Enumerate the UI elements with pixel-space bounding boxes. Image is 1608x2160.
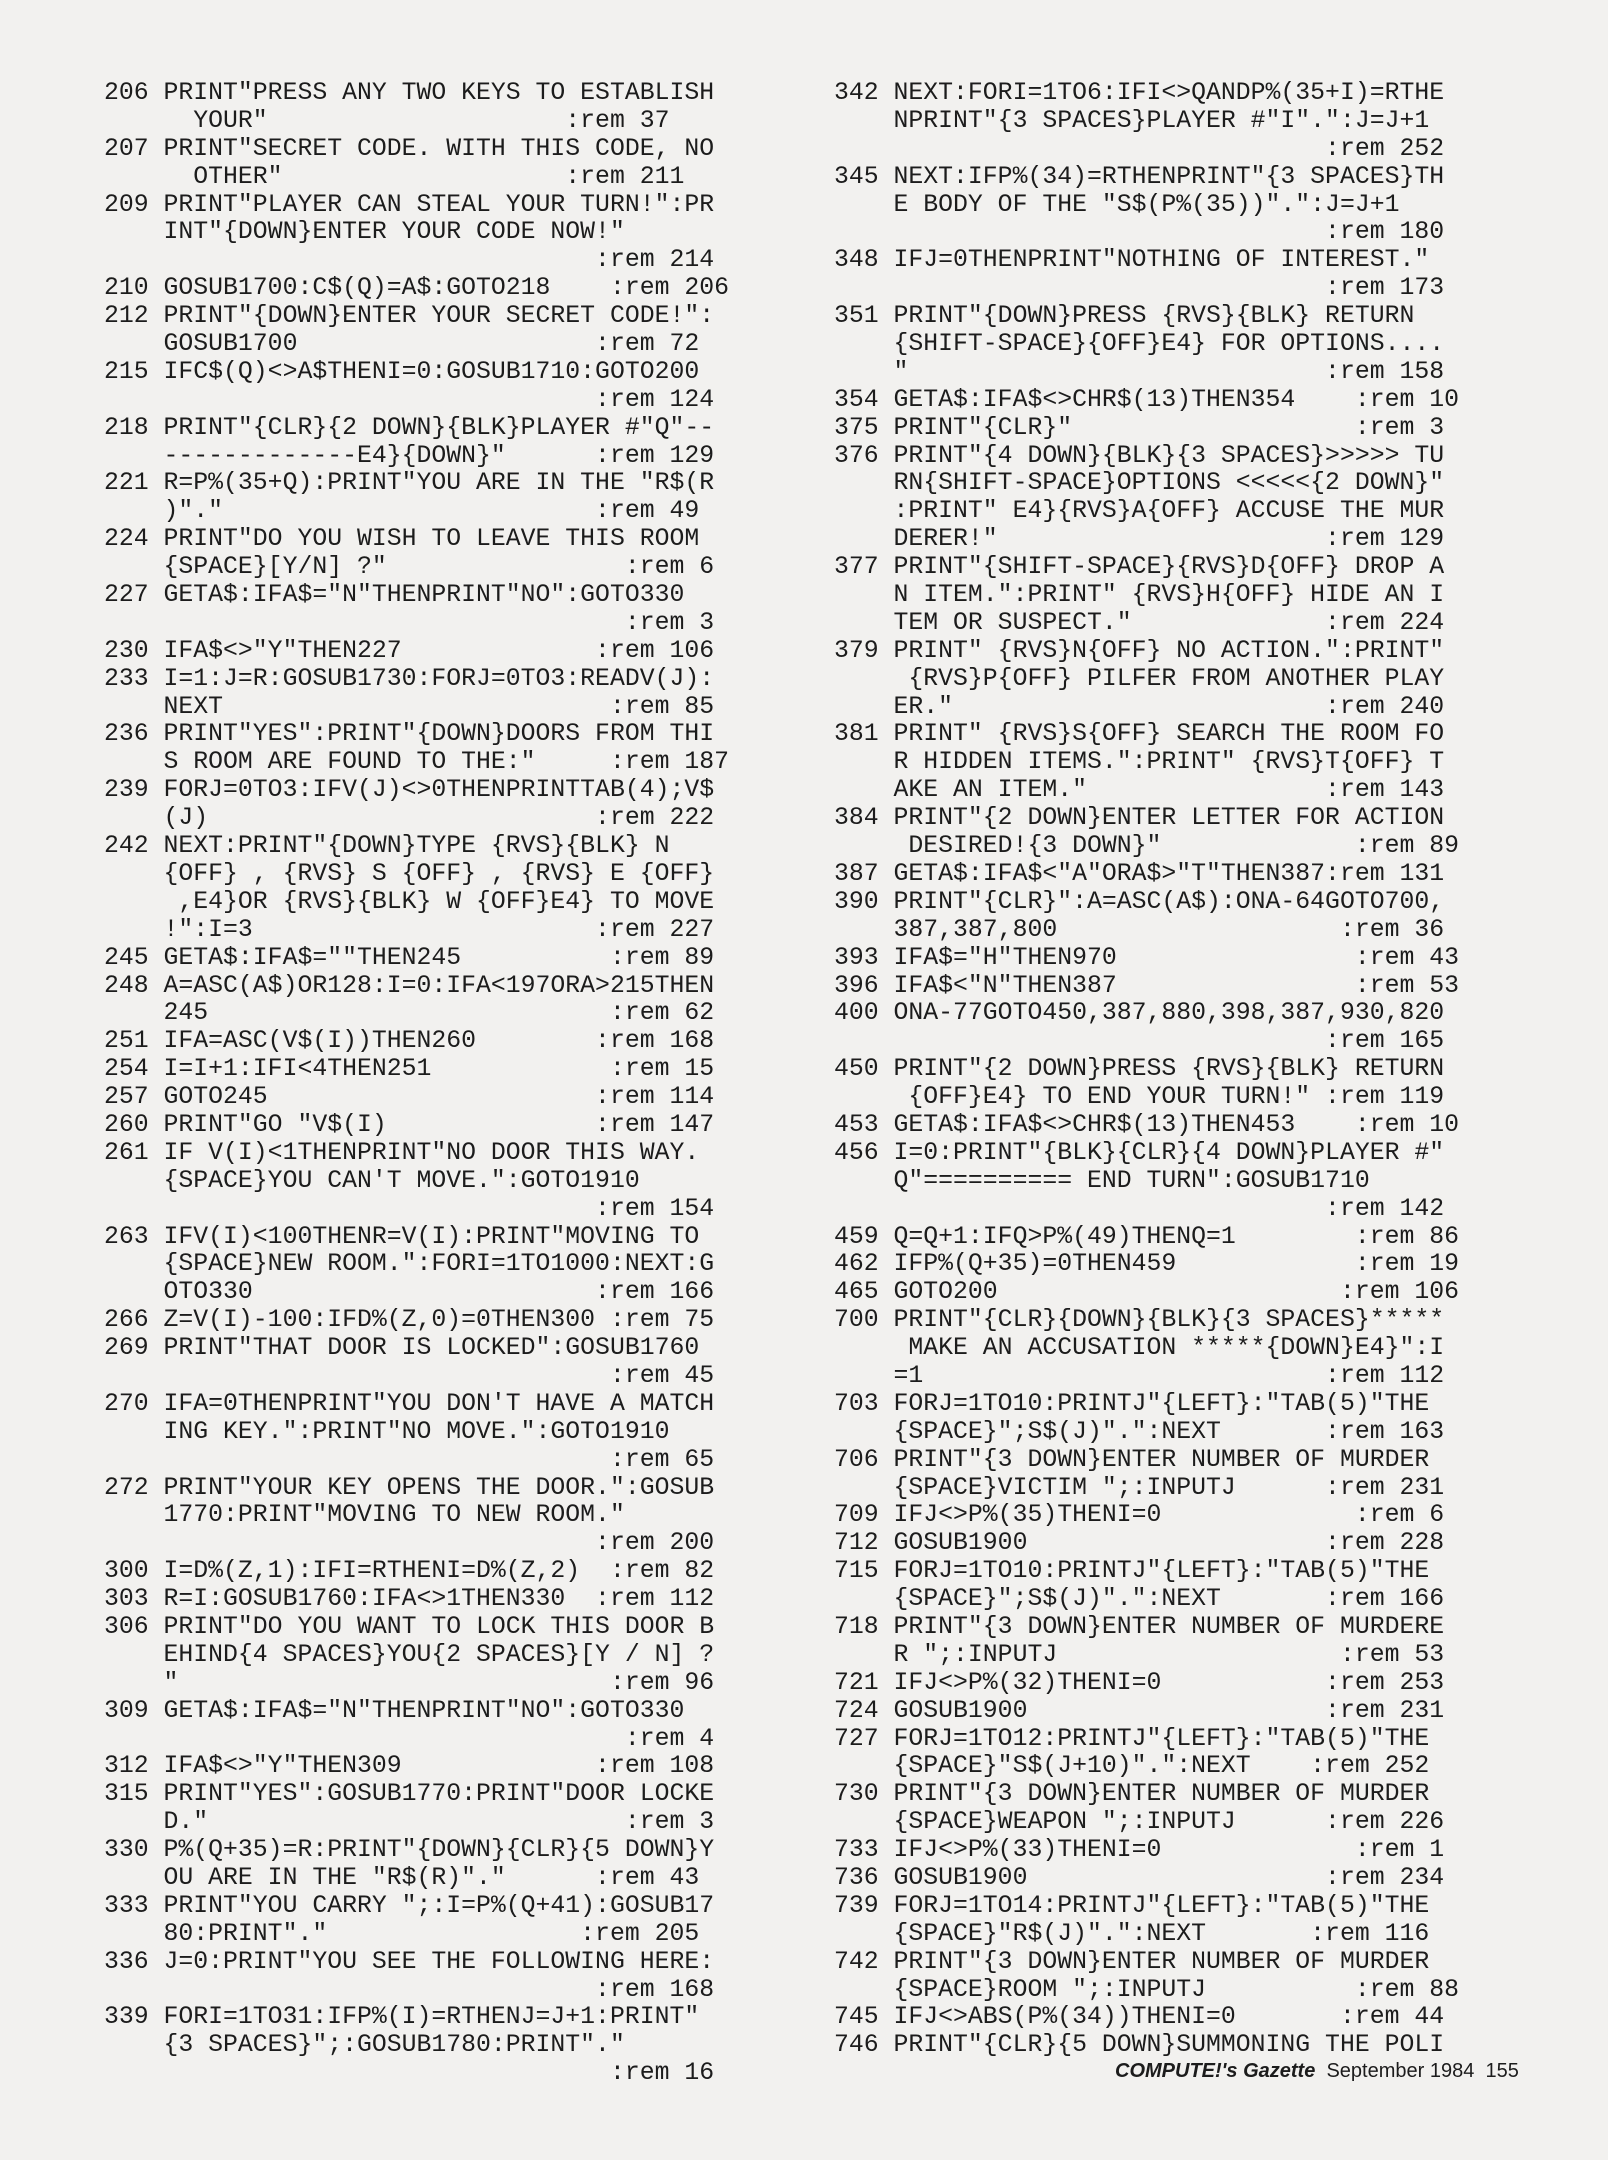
code-line: R ";:INPUTJ :rem 53 bbox=[834, 1640, 1445, 1669]
code-line: {OFF}E4} TO END YOUR TURN!" :rem 119 bbox=[834, 1083, 1445, 1112]
code-line: :rem 4 bbox=[104, 1724, 715, 1753]
code-line: 345 NEXT:IFP%(34)=RTHENPRINT"{3 SPACES}TH bbox=[834, 162, 1445, 191]
code-line: {OFF} , {RVS} S {OFF} , {RVS} E {OFF} bbox=[104, 859, 715, 888]
code-line: {SPACE}";S$(J)".":NEXT :rem 163 bbox=[834, 1417, 1445, 1446]
code-line: 453 GETA$:IFA$<>CHR$(13)THEN453 :rem 10 bbox=[834, 1110, 1459, 1139]
code-line: NPRINT"{3 SPACES}PLAYER #"I".":J=J+1 bbox=[834, 106, 1430, 135]
code-line: 227 GETA$:IFA$="N"THENPRINT"NO":GOTO330 bbox=[104, 581, 685, 610]
code-line: 309 GETA$:IFA$="N"THENPRINT"NO":GOTO330 bbox=[104, 1696, 685, 1725]
code-line: RN{SHIFT-SPACE}OPTIONS <<<<<{2 DOWN}" bbox=[834, 469, 1445, 498]
code-line: {SPACE}[Y/N] ?" :rem 6 bbox=[104, 553, 715, 582]
code-line: Q"========== END TURN":GOSUB1710 bbox=[834, 1166, 1370, 1195]
code-line: MAKE AN ACCUSATION *****{DOWN}E4}":I bbox=[834, 1334, 1445, 1363]
code-line: 739 FORJ=1TO14:PRINTJ"{LEFT}:"TAB(5)"THE bbox=[834, 1891, 1430, 1920]
code-line: 245 GETA$:IFA$=""THEN245 :rem 89 bbox=[104, 943, 715, 972]
code-line: OTO330 :rem 166 bbox=[104, 1278, 715, 1307]
code-line: 400 ONA-77GOTO450,387,880,398,387,930,820 bbox=[834, 999, 1445, 1028]
code-line: 212 PRINT"{DOWN}ENTER YOUR SECRET CODE!": bbox=[104, 302, 715, 331]
code-line: YOUR" :rem 37 bbox=[104, 106, 670, 135]
code-line: 230 IFA$<>"Y"THEN227 :rem 106 bbox=[104, 636, 715, 665]
code-line: 251 IFA=ASC(V$(I))THEN260 :rem 168 bbox=[104, 1027, 715, 1056]
code-line: 379 PRINT" {RVS}N{OFF} NO ACTION.":PRINT" bbox=[834, 636, 1445, 665]
code-line: 261 IF V(I)<1THENPRINT"NO DOOR THIS WAY. bbox=[104, 1138, 700, 1167]
code-line: {3 SPACES}";:GOSUB1780:PRINT"." bbox=[104, 2031, 625, 2060]
code-line: 1770:PRINT"MOVING TO NEW ROOM." bbox=[104, 1501, 625, 1530]
code-line: 263 IFV(I)<100THENR=V(I):PRINT"MOVING TO bbox=[104, 1222, 700, 1251]
code-line: :rem 16 bbox=[104, 2059, 715, 2088]
code-line: 465 GOTO200 :rem 106 bbox=[834, 1278, 1459, 1307]
code-line: 354 GETA$:IFA$<>CHR$(13)THEN354 :rem 10 bbox=[834, 385, 1459, 414]
code-line: {SPACE}"S$(J+10)".":NEXT :rem 252 bbox=[834, 1752, 1430, 1781]
listing-left-column bbox=[104, 80, 794, 2088]
code-line: 712 GOSUB1900 :rem 228 bbox=[834, 1529, 1445, 1558]
code-line: 248 A=ASC(A$)OR128:I=0:IFA<197ORA>215THEN bbox=[104, 971, 715, 1000]
code-line: 209 PRINT"PLAYER CAN STEAL YOUR TURN!":PR bbox=[104, 190, 715, 219]
code-line: 306 PRINT"DO YOU WANT TO LOCK THIS DOOR B bbox=[104, 1612, 715, 1641]
code-line: 218 PRINT"{CLR}{2 DOWN}{BLK}PLAYER #"Q"-- bbox=[104, 413, 715, 442]
code-line: " :rem 96 bbox=[104, 1668, 715, 1697]
code-line: 260 PRINT"GO "V$(I) :rem 147 bbox=[104, 1110, 715, 1139]
code-line: NEXT :rem 85 bbox=[104, 692, 715, 721]
code-line: 333 PRINT"YOU CARRY ";:I=P%(Q+41):GOSUB17 bbox=[104, 1891, 715, 1920]
code-line: DERER!" :rem 129 bbox=[834, 525, 1445, 554]
code-line: 709 IFJ<>P%(35)THENI=0 :rem 6 bbox=[834, 1501, 1445, 1530]
code-line: {SPACE}";S$(J)".":NEXT :rem 166 bbox=[834, 1585, 1445, 1614]
code-line: 236 PRINT"YES":PRINT"{DOWN}DOORS FROM THI bbox=[104, 720, 715, 749]
code-line: 80:PRINT"." :rem 205 bbox=[104, 1919, 700, 1948]
code-line: 342 NEXT:FORI=1TO6:IFI<>QANDP%(35+I)=RTHE bbox=[834, 79, 1445, 107]
code-line: OU ARE IN THE "R$(R)"." :rem 43 bbox=[104, 1864, 700, 1892]
listing-right-column bbox=[834, 80, 1524, 2060]
code-line: 215 IFC$(Q)<>A$THENI=0:GOSUB1710:GOTO200 bbox=[104, 357, 700, 386]
code-line: OTHER" :rem 211 bbox=[104, 162, 685, 191]
code-line: 393 IFA$="H"THEN970 :rem 43 bbox=[834, 943, 1459, 972]
code-line: 387 GETA$:IFA$<"A"ORA$>"T"THEN387:rem 131 bbox=[834, 859, 1445, 888]
code-line: 351 PRINT"{DOWN}PRESS {RVS}{BLK} RETURN bbox=[834, 302, 1415, 331]
code-line: 348 IFJ=0THENPRINT"NOTHING OF INTEREST." bbox=[834, 246, 1430, 275]
code-line: 233 I=1:J=R:GOSUB1730:FORJ=0TO3:READV(J): bbox=[104, 664, 715, 693]
code-line: 745 IFJ<>ABS(P%(34))THENI=0 :rem 44 bbox=[834, 2003, 1445, 2032]
code-line: {SPACE}ROOM ";:INPUTJ :rem 88 bbox=[834, 1975, 1459, 2004]
code-line: AKE AN ITEM." :rem 143 bbox=[834, 776, 1445, 805]
code-line: )"." :rem 49 bbox=[104, 497, 700, 526]
code-line: 303 R=I:GOSUB1760:IFA<>1THEN330 :rem 112 bbox=[104, 1585, 715, 1614]
code-line: :rem 124 bbox=[104, 385, 715, 414]
code-line: :rem 200 bbox=[104, 1529, 715, 1558]
code-line: 718 PRINT"{3 DOWN}ENTER NUMBER OF MURDERE bbox=[834, 1612, 1445, 1641]
page-number: 155 bbox=[1485, 2060, 1519, 2082]
code-line: :rem 65 bbox=[104, 1445, 715, 1474]
code-line: 312 IFA$<>"Y"THEN309 :rem 108 bbox=[104, 1752, 715, 1781]
issue-date: September 1984 bbox=[1326, 2060, 1475, 2082]
code-line: ING KEY.":PRINT"NO MOVE.":GOTO1910 bbox=[104, 1417, 670, 1446]
code-line: :rem 173 bbox=[834, 274, 1445, 303]
code-line: TEM OR SUSPECT." :rem 224 bbox=[834, 608, 1445, 637]
code-line: 742 PRINT"{3 DOWN}ENTER NUMBER OF MURDER bbox=[834, 1947, 1430, 1976]
code-line: 450 PRINT"{2 DOWN}PRESS {RVS}{BLK} RETURN bbox=[834, 1055, 1445, 1084]
code-line: 384 PRINT"{2 DOWN}ENTER LETTER FOR ACTION bbox=[834, 804, 1445, 833]
code-line: R HIDDEN ITEMS.":PRINT" {RVS}T{OFF} T bbox=[834, 748, 1445, 777]
code-line: 242 NEXT:PRINT"{DOWN}TYPE {RVS}{BLK} N bbox=[104, 832, 670, 861]
code-line: :rem 154 bbox=[104, 1194, 715, 1223]
code-line: :rem 165 bbox=[834, 1027, 1445, 1056]
code-line: INT"{DOWN}ENTER YOUR CODE NOW!" bbox=[104, 218, 625, 247]
code-line: (J) :rem 222 bbox=[104, 804, 715, 833]
code-line: :rem 168 bbox=[104, 1975, 715, 2004]
code-line: S ROOM ARE FOUND TO THE:" :rem 187 bbox=[104, 748, 729, 777]
code-line: 703 FORJ=1TO10:PRINTJ"{LEFT}:"TAB(5)"THE bbox=[834, 1389, 1430, 1418]
code-line: 715 FORJ=1TO10:PRINTJ"{LEFT}:"TAB(5)"THE bbox=[834, 1557, 1430, 1586]
code-line: :rem 252 bbox=[834, 134, 1445, 163]
page-footer bbox=[1115, 2060, 1519, 2083]
code-line: 721 IFJ<>P%(32)THENI=0 :rem 253 bbox=[834, 1668, 1445, 1697]
code-line: 387,387,800 :rem 36 bbox=[834, 915, 1445, 944]
code-line: :rem 3 bbox=[104, 608, 715, 637]
code-line: E BODY OF THE "S$(P%(35))".":J=J+1 bbox=[834, 190, 1400, 219]
code-line: 239 FORJ=0TO3:IFV(J)<>0THENPRINTTAB(4);V$ bbox=[104, 776, 715, 805]
code-line: {RVS}P{OFF} PILFER FROM ANOTHER PLAY bbox=[834, 664, 1445, 693]
code-line: -------------E4}{DOWN}" :rem 129 bbox=[104, 441, 715, 470]
code-line: 300 I=D%(Z,1):IFI=RTHENI=D%(Z,2) :rem 82 bbox=[104, 1557, 715, 1586]
code-line: 206 PRINT"PRESS ANY TWO KEYS TO ESTABLISH bbox=[104, 79, 715, 107]
code-line: {SPACE}NEW ROOM.":FORI=1TO1000:NEXT:G bbox=[104, 1250, 715, 1279]
code-line: 706 PRINT"{3 DOWN}ENTER NUMBER OF MURDER bbox=[834, 1445, 1430, 1474]
code-line: 375 PRINT"{CLR}" :rem 3 bbox=[834, 413, 1445, 442]
code-line: DESIRED!{3 DOWN}" :rem 89 bbox=[834, 832, 1459, 861]
code-line: 257 GOTO245 :rem 114 bbox=[104, 1083, 715, 1112]
code-line: 270 IFA=0THENPRINT"YOU DON'T HAVE A MATCH bbox=[104, 1389, 715, 1418]
code-line: 736 GOSUB1900 :rem 234 bbox=[834, 1864, 1445, 1892]
code-line: 315 PRINT"YES":GOSUB1770:PRINT"DOOR LOCKE bbox=[104, 1780, 715, 1809]
code-line: 224 PRINT"DO YOU WISH TO LEAVE THIS ROOM bbox=[104, 525, 700, 554]
code-line: 330 P%(Q+35)=R:PRINT"{DOWN}{CLR}{5 DOWN}Y bbox=[104, 1836, 715, 1865]
code-line: N ITEM.":PRINT" {RVS}H{OFF} HIDE AN I bbox=[834, 581, 1445, 610]
code-line: 456 I=0:PRINT"{BLK}{CLR}{4 DOWN}PLAYER #" bbox=[834, 1138, 1445, 1167]
code-line: 724 GOSUB1900 :rem 231 bbox=[834, 1696, 1445, 1725]
code-line: 390 PRINT"{CLR}":A=ASC(A$):ONA-64GOTO700, bbox=[834, 887, 1445, 916]
code-line: 746 PRINT"{CLR}{5 DOWN}SUMMONING THE POLI bbox=[834, 2031, 1445, 2060]
code-line: EHIND{4 SPACES}YOU{2 SPACES}[Y / N] ? bbox=[104, 1640, 715, 1669]
code-line: 269 PRINT"THAT DOOR IS LOCKED":GOSUB1760 bbox=[104, 1334, 700, 1363]
code-line: 336 J=0:PRINT"YOU SEE THE FOLLOWING HERE: bbox=[104, 1947, 715, 1976]
code-line: 727 FORJ=1TO12:PRINTJ"{LEFT}:"TAB(5)"THE bbox=[834, 1724, 1430, 1753]
code-line: 377 PRINT"{SHIFT-SPACE}{RVS}D{OFF} DROP A bbox=[834, 553, 1445, 582]
code-line: 254 I=I+1:IFI<4THEN251 :rem 15 bbox=[104, 1055, 715, 1084]
code-line: {SPACE}VICTIM ";:INPUTJ :rem 231 bbox=[834, 1473, 1445, 1502]
code-line: 459 Q=Q+1:IFQ>P%(49)THENQ=1 :rem 86 bbox=[834, 1222, 1459, 1251]
code-line: 207 PRINT"SECRET CODE. WITH THIS CODE, NO bbox=[104, 134, 715, 163]
code-line: 730 PRINT"{3 DOWN}ENTER NUMBER OF MURDER bbox=[834, 1780, 1430, 1809]
code-line: :rem 214 bbox=[104, 246, 715, 275]
code-line: :rem 142 bbox=[834, 1194, 1445, 1223]
code-line: 245 :rem 62 bbox=[104, 999, 715, 1028]
code-line: GOSUB1700 :rem 72 bbox=[104, 330, 700, 359]
code-line: :rem 180 bbox=[834, 218, 1445, 247]
code-line: 266 Z=V(I)-100:IFD%(Z,0)=0THEN300 :rem 75 bbox=[104, 1306, 715, 1335]
code-line: {SPACE}"R$(J)".":NEXT :rem 116 bbox=[834, 1919, 1430, 1948]
code-line: {SPACE}YOU CAN'T MOVE.":GOTO1910 bbox=[104, 1166, 640, 1195]
code-line: D." :rem 3 bbox=[104, 1808, 715, 1837]
code-line: 733 IFJ<>P%(33)THENI=0 :rem 1 bbox=[834, 1836, 1445, 1865]
code-line: !":I=3 :rem 227 bbox=[104, 915, 715, 944]
code-line: 221 R=P%(35+Q):PRINT"YOU ARE IN THE "R$(R bbox=[104, 469, 715, 498]
code-line: 272 PRINT"YOUR KEY OPENS THE DOOR.":GOSUB bbox=[104, 1473, 715, 1502]
code-line: 462 IFP%(Q+35)=0THEN459 :rem 19 bbox=[834, 1250, 1459, 1279]
code-line: ER." :rem 240 bbox=[834, 692, 1445, 721]
code-line: 396 IFA$<"N"THEN387 :rem 53 bbox=[834, 971, 1459, 1000]
code-line: 339 FORI=1TO31:IFP%(I)=RTHENJ=J+1:PRINT" bbox=[104, 2003, 700, 2032]
code-line: ,E4}OR {RVS}{BLK} W {OFF}E4} TO MOVE bbox=[104, 887, 715, 916]
code-line: :PRINT" E4}{RVS}A{OFF} ACCUSE THE MUR bbox=[834, 497, 1445, 526]
code-line: " :rem 158 bbox=[834, 357, 1445, 386]
code-line: =1 :rem 112 bbox=[834, 1361, 1445, 1390]
code-line: {SPACE}WEAPON ";:INPUTJ :rem 226 bbox=[834, 1808, 1445, 1837]
code-line: 210 GOSUB1700:C$(Q)=A$:GOTO218 :rem 206 bbox=[104, 274, 729, 303]
code-line: 376 PRINT"{4 DOWN}{BLK}{3 SPACES}>>>>> TU bbox=[834, 441, 1445, 470]
magazine-name: COMPUTE!'s Gazette bbox=[1115, 2060, 1316, 2082]
code-line: {SHIFT-SPACE}{OFF}E4} FOR OPTIONS.... bbox=[834, 330, 1445, 359]
code-line: 700 PRINT"{CLR}{DOWN}{BLK}{3 SPACES}***** bbox=[834, 1306, 1445, 1335]
code-line: 381 PRINT" {RVS}S{OFF} SEARCH THE ROOM FO bbox=[834, 720, 1445, 749]
code-line: :rem 45 bbox=[104, 1361, 715, 1390]
